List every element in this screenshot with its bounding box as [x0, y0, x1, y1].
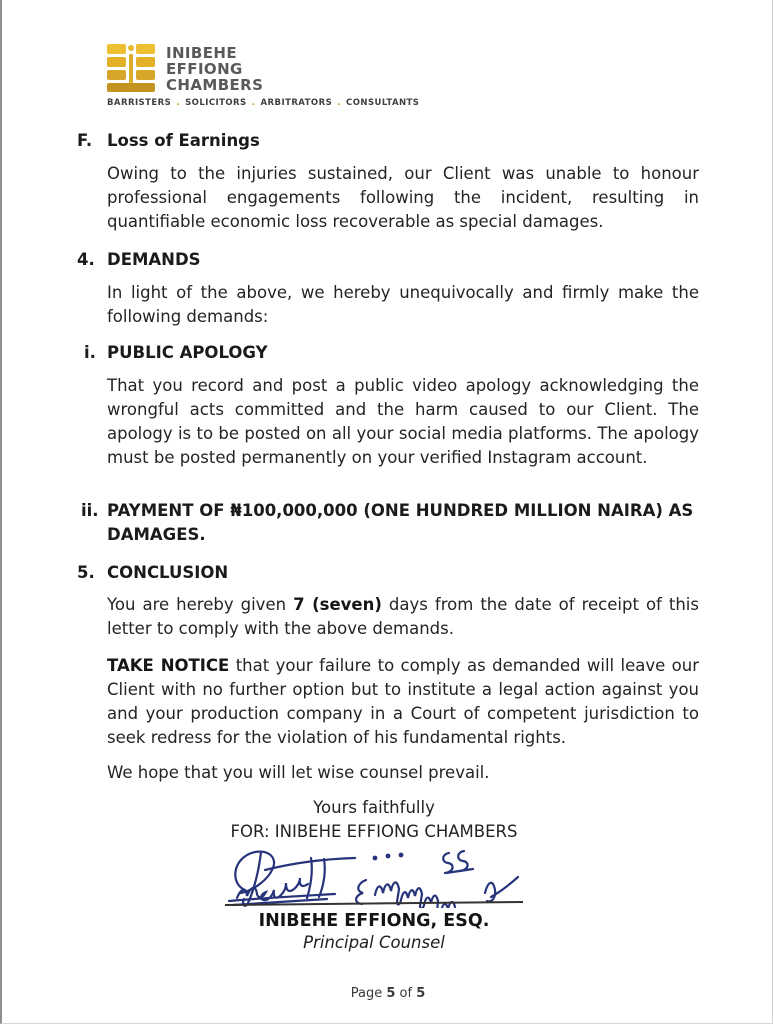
page-current: 5 — [386, 986, 396, 1001]
page-number: Page 5 of 5 — [350, 986, 426, 1001]
bold-take-notice: TAKE NOTICE — [107, 656, 230, 675]
letterhead-lockup — [107, 44, 699, 93]
paragraph-take-notice: TAKE NOTICE that your failure to comply as demanded will leave our Client with no further option but to institute a legal action against you and your production company in a Court of competent jurisdiction to seek redress for the violation of his fundamental rights. — [107, 656, 699, 747]
section-title: CONCLUSION — [107, 563, 229, 582]
page-total: 5 — [416, 986, 426, 1001]
paragraph-loss-of-earnings: Owing to the injuries sustained, our Client was unable to honour professional engagements following the incident, resulting in quantifiable economic loss recoverable as special damages. — [107, 164, 699, 231]
firm-name — [166, 44, 263, 93]
chambers-logo-icon — [107, 44, 155, 92]
on-behalf-of-line: FOR: INIBEHE EFFIONG CHAMBERS — [230, 822, 518, 841]
section-title: PUBLIC APOLOGY — [107, 343, 268, 362]
section-number: F. — [77, 131, 93, 150]
valediction: Yours faithfully — [313, 798, 435, 817]
section-heading-loss-of-earnings — [77, 129, 699, 153]
firm-name-line: INIBEHE — [166, 44, 237, 62]
tagline-word: ARBITRATORS — [260, 98, 333, 108]
section-title: DEMANDS — [107, 250, 201, 269]
firm-tagline — [107, 98, 699, 108]
firm-name-line: CHAMBERS — [166, 76, 264, 94]
closing-block — [194, 785, 554, 954]
section-title: Loss of Earnings — [107, 131, 260, 150]
bold-notice-period: 7 (seven) — [293, 595, 382, 614]
signatory-name: INIBEHE EFFIONG, ESQ. — [258, 911, 490, 931]
tagline-separator-dot: . — [251, 98, 256, 108]
paragraph-conclusion-notice-period: You are hereby given 7 (seven) days from the date of receipt of this letter to comply with the above demands. — [107, 595, 699, 638]
section-number: 4. — [77, 250, 95, 269]
signature-icon — [223, 846, 525, 908]
letterhead — [107, 44, 699, 108]
firm-name-line: EFFIONG — [166, 60, 243, 78]
section-heading-conclusion — [77, 561, 699, 585]
section-title: PAYMENT OF ₦100,000,000 (ONE HUNDRED MILLION NAIRA) AS DAMAGES. — [107, 501, 694, 544]
section-heading-payment — [77, 499, 699, 547]
signature — [223, 846, 525, 908]
section-number: ii. — [81, 501, 99, 520]
tagline-separator-dot: . — [337, 98, 342, 108]
tagline-word: CONSULTANTS — [346, 98, 420, 108]
paragraph-demands-intro: In light of the above, we hereby unequivocally and firmly make the following demands: — [107, 283, 699, 326]
tagline-word: BARRISTERS — [107, 98, 172, 108]
section-number: 5. — [77, 563, 95, 582]
paragraph-wise-counsel: We hope that you will let wise counsel prevail. — [107, 763, 490, 782]
signatory-title: Principal Counsel — [303, 933, 445, 952]
section-number: i. — [84, 343, 96, 362]
tagline-word: SOLICITORS — [185, 98, 247, 108]
section-heading-public-apology — [77, 341, 699, 365]
section-heading-demands — [77, 248, 699, 272]
paragraph-public-apology: That you record and post a public video apology acknowledging the wrongful acts committed and the harm caused to our Client. The apology is to be posted on all your social media platforms. The apology must be posted permanently on your verified Instagram account. — [107, 376, 699, 467]
tagline-separator-dot: . — [176, 98, 181, 108]
